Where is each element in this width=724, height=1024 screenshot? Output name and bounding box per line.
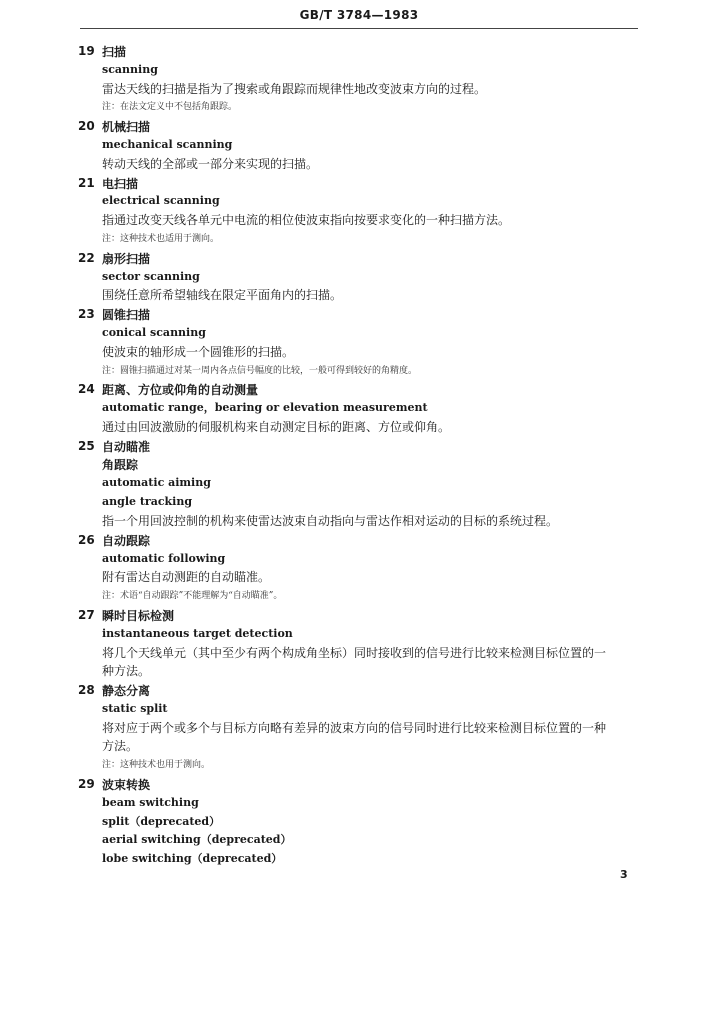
term-english: automatic aiming — [102, 476, 211, 490]
term-definition: 指通过改变天线各单元中电流的相位使波束指向按要求变化的一种扫描方法。 — [102, 213, 511, 228]
term-number: 28 — [78, 683, 95, 698]
term-heading — [78, 117, 640, 136]
term-english: instantaneous target detection — [102, 626, 293, 640]
term-entry-23 — [78, 305, 640, 380]
term-note: 注：在法文定义中不包括角跟踪。 — [102, 102, 238, 113]
term-chinese: 电扫描 — [102, 176, 139, 191]
term-note: 注：术语“自动跟踪”不能理解为“自动瞄准”。 — [102, 591, 283, 602]
term-note: 注：这种技术也用于测向。 — [102, 760, 211, 771]
term-number: 21 — [78, 175, 95, 190]
term-entry-27 — [78, 606, 640, 681]
term-heading — [78, 531, 640, 550]
term-number: 26 — [78, 532, 95, 547]
term-english: electrical scanning — [102, 194, 220, 208]
term-chinese: 机械扫描 — [102, 120, 151, 135]
term-english: beam switching — [102, 795, 199, 809]
term-heading — [78, 174, 640, 193]
header-divider — [80, 28, 638, 29]
term-number: 22 — [78, 250, 95, 265]
term-number: 20 — [78, 119, 95, 134]
term-chinese: 自动跟踪 — [102, 533, 151, 548]
term-entry-25 — [78, 437, 640, 531]
term-chinese: 静态分离 — [102, 684, 151, 699]
term-note: 注：这种技术也适用于测向。 — [102, 233, 220, 244]
term-number: 25 — [78, 438, 95, 453]
term-number: 19 — [78, 44, 95, 58]
term-entry-19 — [78, 42, 640, 117]
term-chinese: 自动瞄准 — [102, 439, 151, 454]
term-definition-line: 种方法。 — [102, 664, 151, 679]
term-number: 24 — [78, 382, 95, 397]
term-english: aerial switching（deprecated） — [102, 833, 292, 847]
term-entry-22 — [78, 249, 640, 305]
term-definition: 使波束的轴形成一个圆锥形的扫描。 — [102, 344, 295, 359]
term-definition: 通过由回波激励的伺服机构来自动测定目标的距离、方位或仰角。 — [102, 419, 451, 434]
term-english: automatic following — [102, 551, 226, 565]
term-definition: 转动天线的全部或一部分来实现的扫描。 — [102, 156, 319, 171]
term-definition-line: 将对应于两个或多个与目标方向略有差异的波束方向的信号同时进行比较来检测目标位置的一种 — [102, 720, 607, 735]
term-english: automatic range，bearing or elevation measurement — [102, 401, 428, 415]
term-heading — [78, 380, 640, 399]
term-english: split（deprecated） — [102, 814, 221, 828]
term-english: angle tracking — [102, 495, 193, 509]
term-english: sector scanning — [102, 269, 200, 283]
term-number: 29 — [78, 777, 95, 792]
term-definition: 围绕任意所希望轴线在限定平面角内的扫描。 — [102, 288, 343, 303]
term-heading — [78, 437, 640, 456]
term-definition-line: 方法。 — [102, 739, 139, 754]
term-definition: 雷达天线的扫描是指为了搜索或角跟踪而规律性地改变波束方向的过程。 — [102, 81, 487, 96]
term-number: 27 — [78, 607, 95, 622]
term-english: conical scanning — [102, 325, 206, 339]
page-header: GB/T 3784—1983 — [299, 8, 419, 22]
term-english: scanning — [102, 62, 158, 76]
term-definition: 指一个用回波控制的机构来使雷达波束自动指向与雷达作相对运动的目标的系统过程。 — [102, 513, 559, 528]
term-heading — [78, 775, 640, 794]
term-chinese: 圆锥扫描 — [102, 308, 151, 323]
term-list — [78, 42, 640, 869]
term-entry-21 — [78, 174, 640, 249]
term-chinese: 扇形扫描 — [102, 251, 151, 266]
term-entry-28 — [78, 681, 640, 775]
term-english: mechanical scanning — [102, 137, 233, 151]
term-note: 注：圆锥扫描通过对某一周内各点信号幅度的比较，一般可得到较好的角精度。 — [102, 365, 418, 376]
term-chinese: 波束转换 — [102, 778, 151, 793]
term-heading — [78, 249, 640, 268]
term-chinese-alt: 角跟踪 — [102, 457, 139, 472]
term-heading — [78, 606, 640, 625]
term-definition-line: 将几个天线单元（其中至少有两个构成角坐标）同时接收到的信号进行比较来检测目标位置的一 — [102, 645, 607, 660]
term-english: static split — [102, 701, 168, 715]
term-entry-20 — [78, 117, 640, 173]
term-chinese: 瞬时目标检测 — [102, 608, 175, 623]
term-number: 23 — [78, 307, 95, 322]
term-entry-26 — [78, 531, 640, 606]
term-english: lobe switching（deprecated） — [102, 852, 283, 866]
term-heading — [78, 42, 640, 61]
term-heading — [78, 681, 640, 700]
term-heading — [78, 305, 640, 324]
page-number: 3 — [620, 868, 628, 881]
term-entry-24 — [78, 380, 640, 436]
term-chinese: 扫描 — [102, 45, 127, 59]
term-definition: 附有雷达自动测距的自动瞄准。 — [102, 570, 271, 585]
term-chinese: 距离、方位或仰角的自动测量 — [102, 383, 259, 398]
term-entry-29 — [78, 775, 640, 869]
